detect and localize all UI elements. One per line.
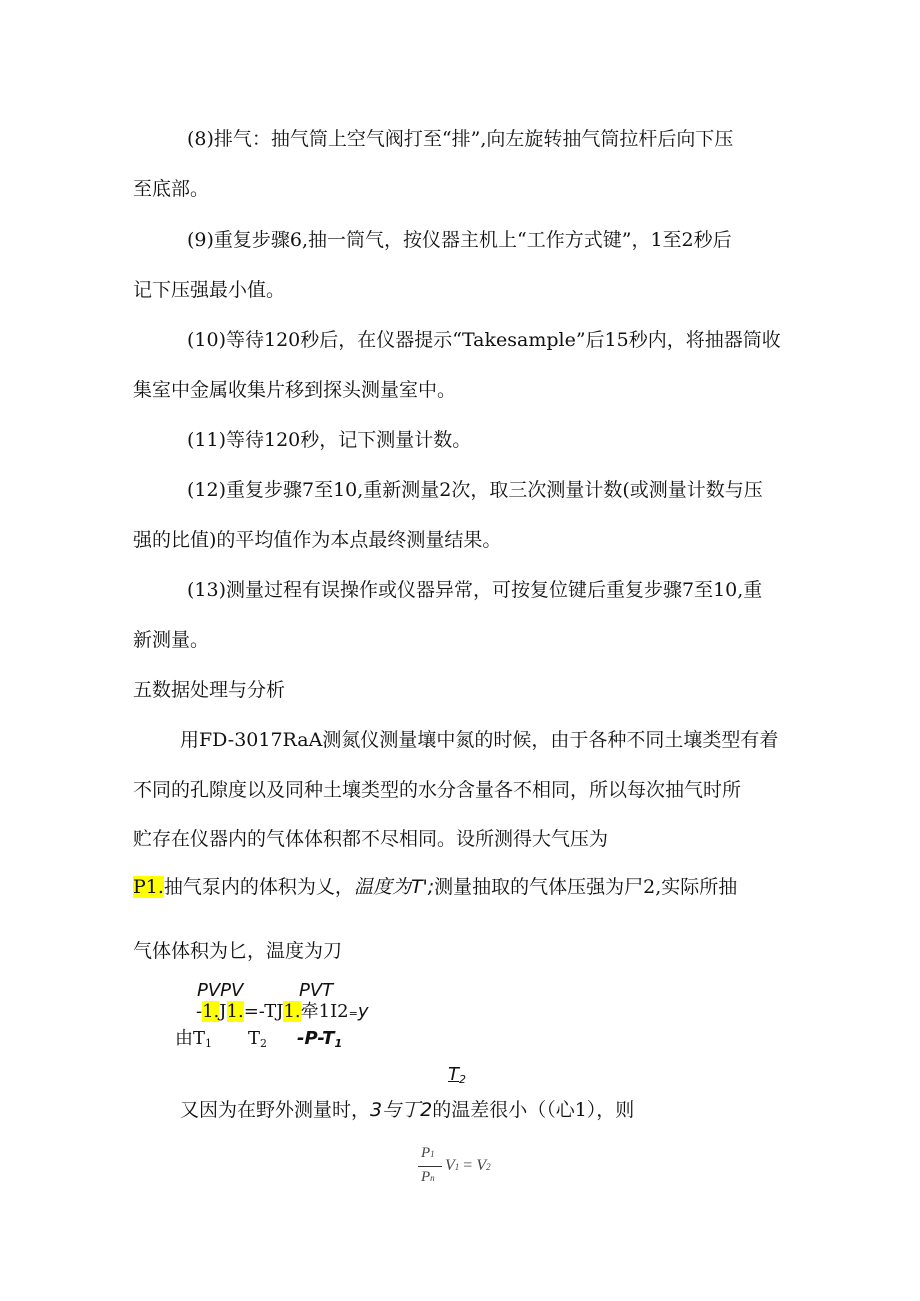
step-8-line-2: 至底部。 (133, 178, 210, 200)
fraction-bar (418, 1166, 442, 1167)
highlight-p1: P1. (133, 876, 164, 898)
paragraph-line-4: P1.抽气泵内的体积为乂，温度为T';测量抽取的气体压强为尸2,实际所抽 (133, 876, 738, 898)
formula-top-left: PVPV (197, 980, 244, 1001)
formula-bottom-t2: $T_2$ (248, 1028, 268, 1050)
step-11-line: (11)等待120秒，记下测量计数。 (187, 429, 472, 451)
formula-bottom-left: 由$T_1$ (175, 1028, 213, 1050)
formula-t2-underlined: $T_2$ (448, 1064, 466, 1086)
step-12-line-1: (12)重复步骤7至10,重新测量2次，取三次测量计数(或测量计数与压 (187, 479, 763, 501)
paragraph-line-1: 用FD-3017RaA测氮仪测量壤中氮的时候，由于各种不同土壤类型有着 (180, 729, 779, 751)
paragraph-line-2: 不同的孔隙度以及同种土壤类型的水分含量各不相同，所以每次抽气时所 (133, 779, 742, 801)
volume-equation: P1 Pn V1 = V2 (418, 1145, 498, 1190)
formula-bottom-right: $-P-T_1$ (297, 1028, 343, 1050)
step-9-line-1: (9)重复步骤6,抽一筒气，按仪器主机上“工作方式键”，1至2秒后 (187, 229, 732, 251)
formula-middle: -1.J1.=-TJ1.牵1I2=y (196, 1001, 369, 1022)
step-9-line-2: 记下压强最小值。 (133, 279, 286, 301)
section-heading: 五数据处理与分析 (133, 679, 286, 701)
step-10-line-2: 集室中金属收集片移到探头测量室中。 (133, 379, 457, 401)
step-13-line-1: (13)测量过程有误操作或仪器异常，可按复位键后重复步骤7至10,重 (187, 579, 763, 601)
step-12-line-2: 强的比值)的平均值作为本点最终测量结果。 (133, 529, 502, 551)
step-10-line-1: (10)等待120秒后，在仪器提示“Takesample”后15秒内，将抽器筒收 (187, 329, 781, 351)
step-8-line-1: (8)排气：抽气筒上空气阀打至“排”,向左旋转抽气筒拉杆后向下压 (187, 128, 734, 150)
paragraph-line-5: 气体体积为匕，温度为刀 (133, 940, 343, 962)
paragraph-line-6: 又因为在野外测量时，3与丁2的温差很小（（心1），则 (180, 1099, 635, 1121)
paragraph-line-3: 贮存在仪器内的气体体积都不尽相同。设所测得大气压为 (133, 828, 609, 850)
formula-top-right: PVT (299, 980, 334, 1001)
step-13-line-2: 新测量。 (133, 629, 210, 651)
